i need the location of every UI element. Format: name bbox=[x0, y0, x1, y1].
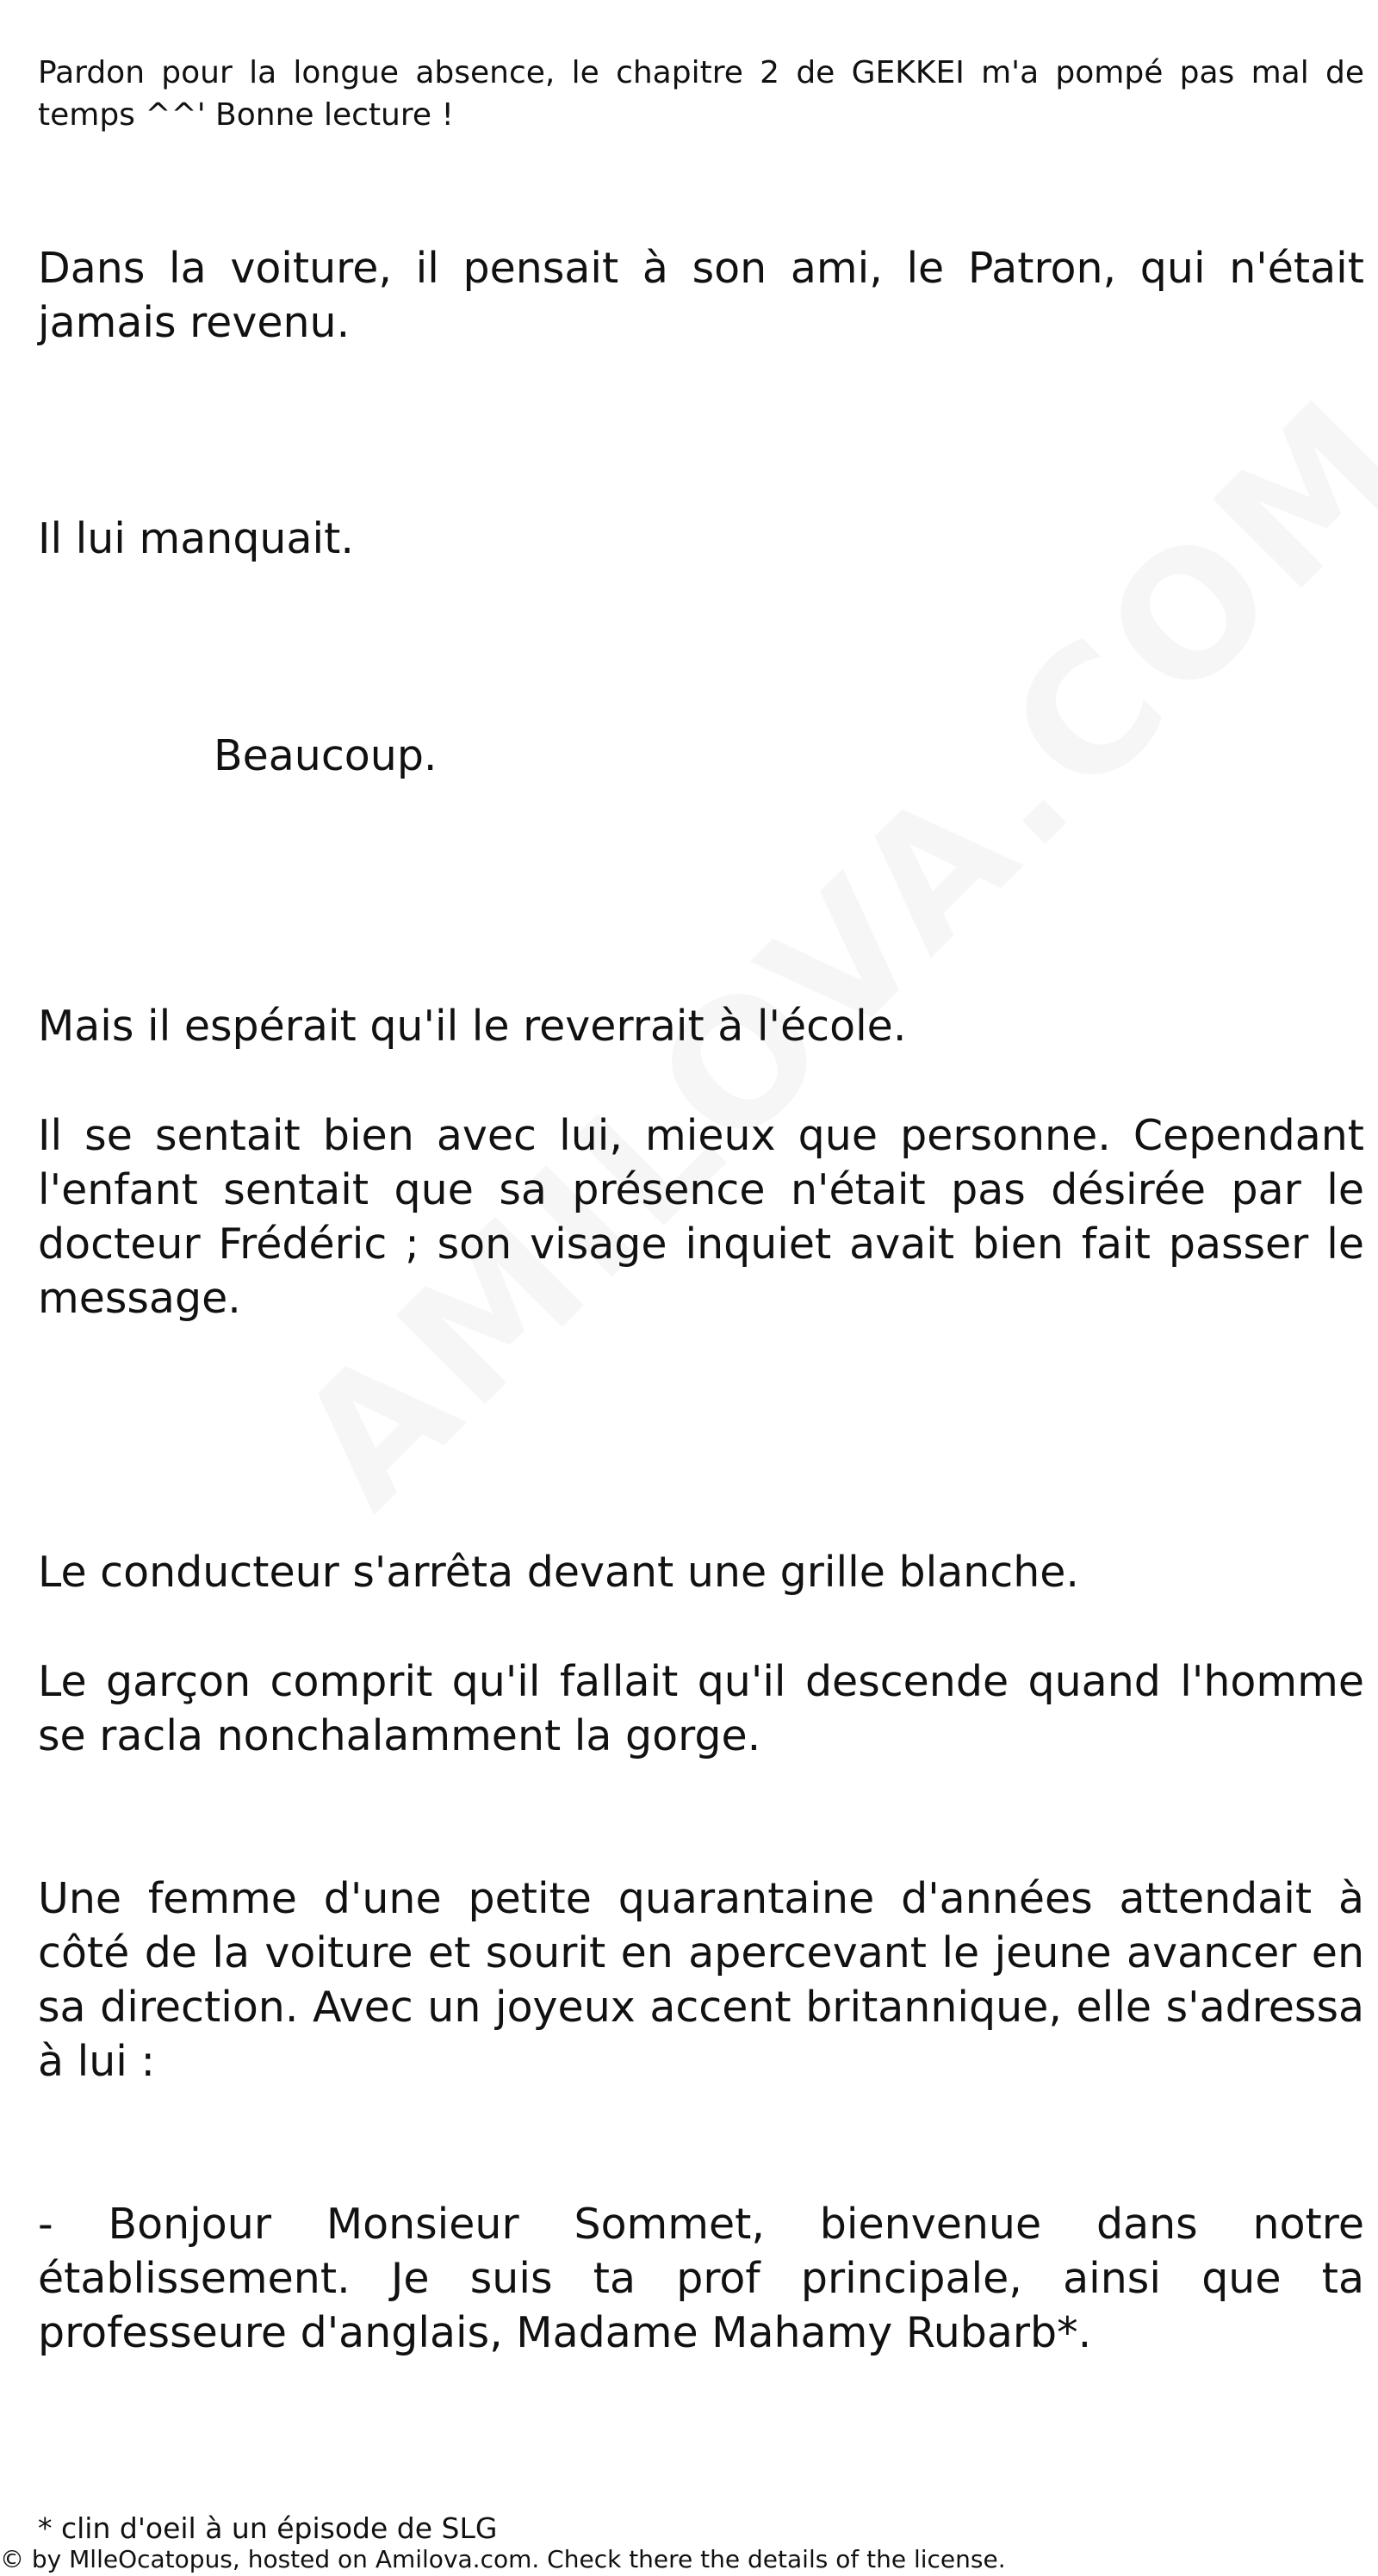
paragraph-9: - Bonjour Monsieur Sommet, bienvenue dans notre établissement. Je suis ta prof principale, ainsi que ta professeure d'anglais, Madame Mahamy Rubarb*. bbox=[38, 2200, 1364, 2357]
paragraph-5: Il se sentait bien avec lui, mieux que personne. Cependant l'enfant sentait que sa présence n'était pas désirée par le docteur Frédéric ; son visage inquiet avait bien fait passer le message. bbox=[38, 1111, 1364, 1323]
paragraph-4: Mais il espérait qu'il le reverrait à l'école. bbox=[38, 1002, 907, 1051]
paragraph-3: Beaucoup. bbox=[214, 731, 438, 780]
paragraph-7: Le garçon comprit qu'il fallait qu'il descende quand l'homme se racla nonchalamment la gorge. bbox=[38, 1657, 1364, 1760]
paragraph-2: Il lui manquait. bbox=[38, 514, 354, 563]
paragraph-8: Une femme d'une petite quarantaine d'années attendait à côté de la voiture et sourit en apercevant le jeune avancer en sa direction. Avec un joyeux accent britannique, elle s'adressa à lui : bbox=[38, 1874, 1364, 2086]
footnote: * clin d'oeil à un épisode de SLG bbox=[38, 2511, 498, 2545]
paragraph-6: Le conducteur s'arrêta devant une grille blanche. bbox=[38, 1548, 1079, 1597]
license-line: © by MlleOcatopus, hosted on Amilova.com. Check there the details of the license. bbox=[0, 2545, 1006, 2573]
author-note: Pardon pour la longue absence, le chapitre 2 de GEKKEI m'a pompé pas mal de temps ^^' Bonne lecture ! bbox=[38, 55, 1364, 133]
paragraph-1: Dans la voiture, il pensait à son ami, le Patron, qui n'était jamais revenu. bbox=[38, 244, 1364, 347]
